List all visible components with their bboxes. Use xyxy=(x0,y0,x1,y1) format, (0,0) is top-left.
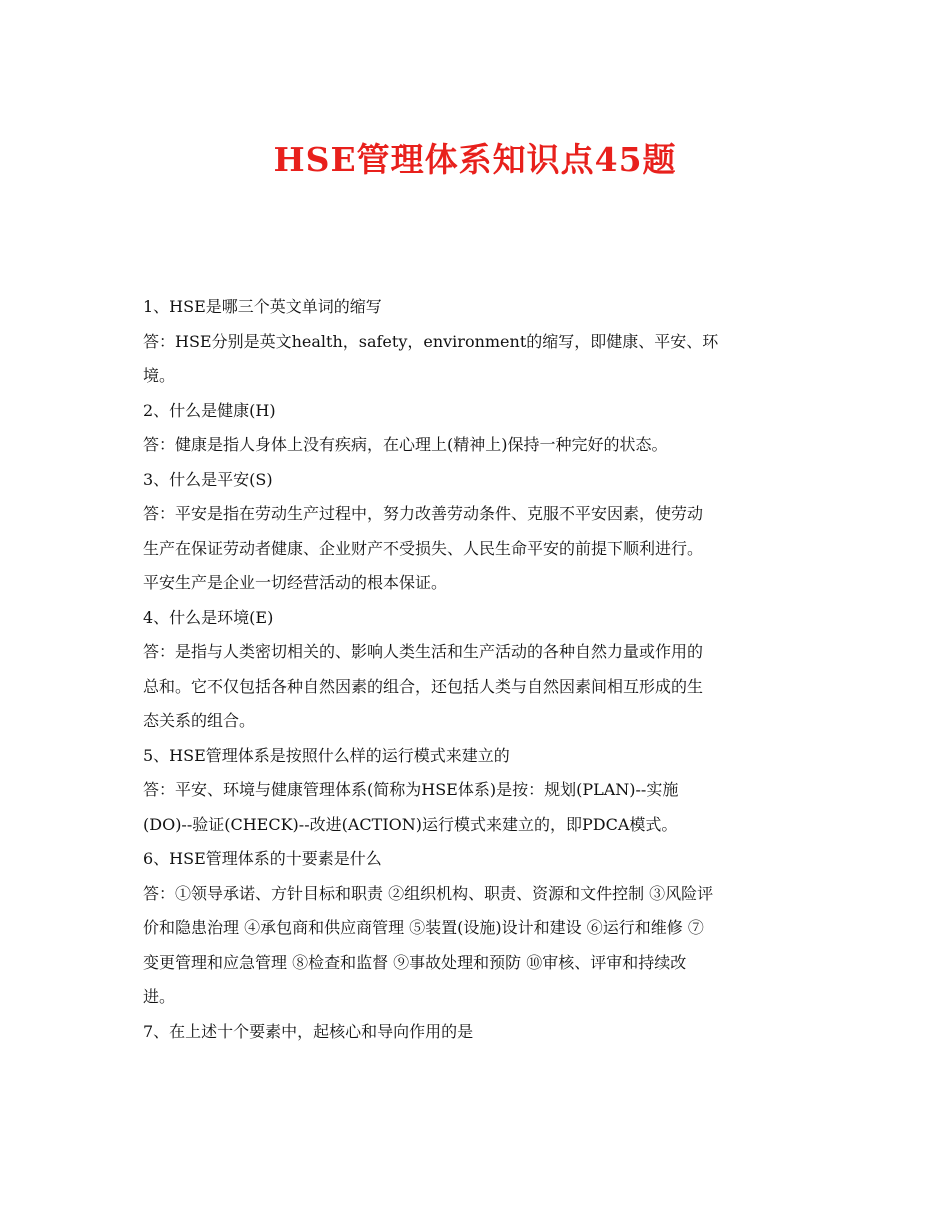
document-title: HSE管理体系知识点45题 xyxy=(273,140,677,179)
answer-4-line-1: 答：是指与人类密切相关的、影响人类生活和生产活动的各种自然力量或作用的 xyxy=(143,642,704,661)
question-2: 2、什么是健康(H) xyxy=(143,400,276,420)
answer-5-line-2: (DO)--验证(CHECK)--改进(ACTION)运行模式来建立的，即PDCA模式。 xyxy=(143,814,678,834)
question-3: 3、什么是平安(S) xyxy=(143,469,273,489)
question-5: 5、HSE管理体系是按照什么样的运行模式来建立的 xyxy=(143,745,510,765)
answer-6-line-1: 答：①领导承诺、方针目标和职责 ②组织机构、职责、资源和文件控制 ③风险评 xyxy=(143,883,714,903)
answer-3-line-1: 答：平安是指在劳动生产过程中，努力改善劳动条件、克服不平安因素，使劳动 xyxy=(143,504,704,523)
question-6: 6、HSE管理体系的十要素是什么 xyxy=(143,849,382,868)
answer-2-line-1: 答：健康是指人身体上没有疾病，在心理上(精神上)保持一种完好的状态。 xyxy=(143,435,668,454)
answer-4-line-2: 总和。它不仅包括各种自然因素的组合，还包括人类与自然因素间相互形成的生 xyxy=(143,676,704,696)
answer-6-line-4: 进。 xyxy=(143,987,176,1006)
answer-3-line-2: 生产在保证劳动者健康、企业财产不受损失、人民生命平安的前提下顺利进行。 xyxy=(143,538,704,558)
answer-6-line-3: 变更管理和应急管理 ⑧检查和监督 ⑨事故处理和预防 ⑩审核、评审和持续改 xyxy=(143,952,687,972)
answer-1-line-2: 境。 xyxy=(143,366,176,385)
answer-4-line-3: 态关系的组合。 xyxy=(143,711,256,730)
question-1: 1、HSE是哪三个英文单词的缩写 xyxy=(143,297,382,316)
question-7: 7、在上述十个要素中，起核心和导向作用的是 xyxy=(143,1021,474,1041)
answer-6-line-2: 价和隐患治理 ④承包商和供应商管理 ⑤装置(设施)设计和建设 ⑥运行和维修 ⑦ xyxy=(143,918,704,937)
answer-5-line-1: 答：平安、环境与健康管理体系(简称为HSE体系)是按：规划(PLAN)--实施 xyxy=(143,780,679,799)
answer-3-line-3: 平安生产是企业一切经营活动的根本保证。 xyxy=(143,573,448,592)
document-body xyxy=(143,290,815,1049)
answer-1-line-1: 答：HSE分别是英文health，safety，environment的缩写，即健康、平安、环 xyxy=(143,331,719,351)
question-4: 4、什么是环境(E) xyxy=(143,607,274,627)
